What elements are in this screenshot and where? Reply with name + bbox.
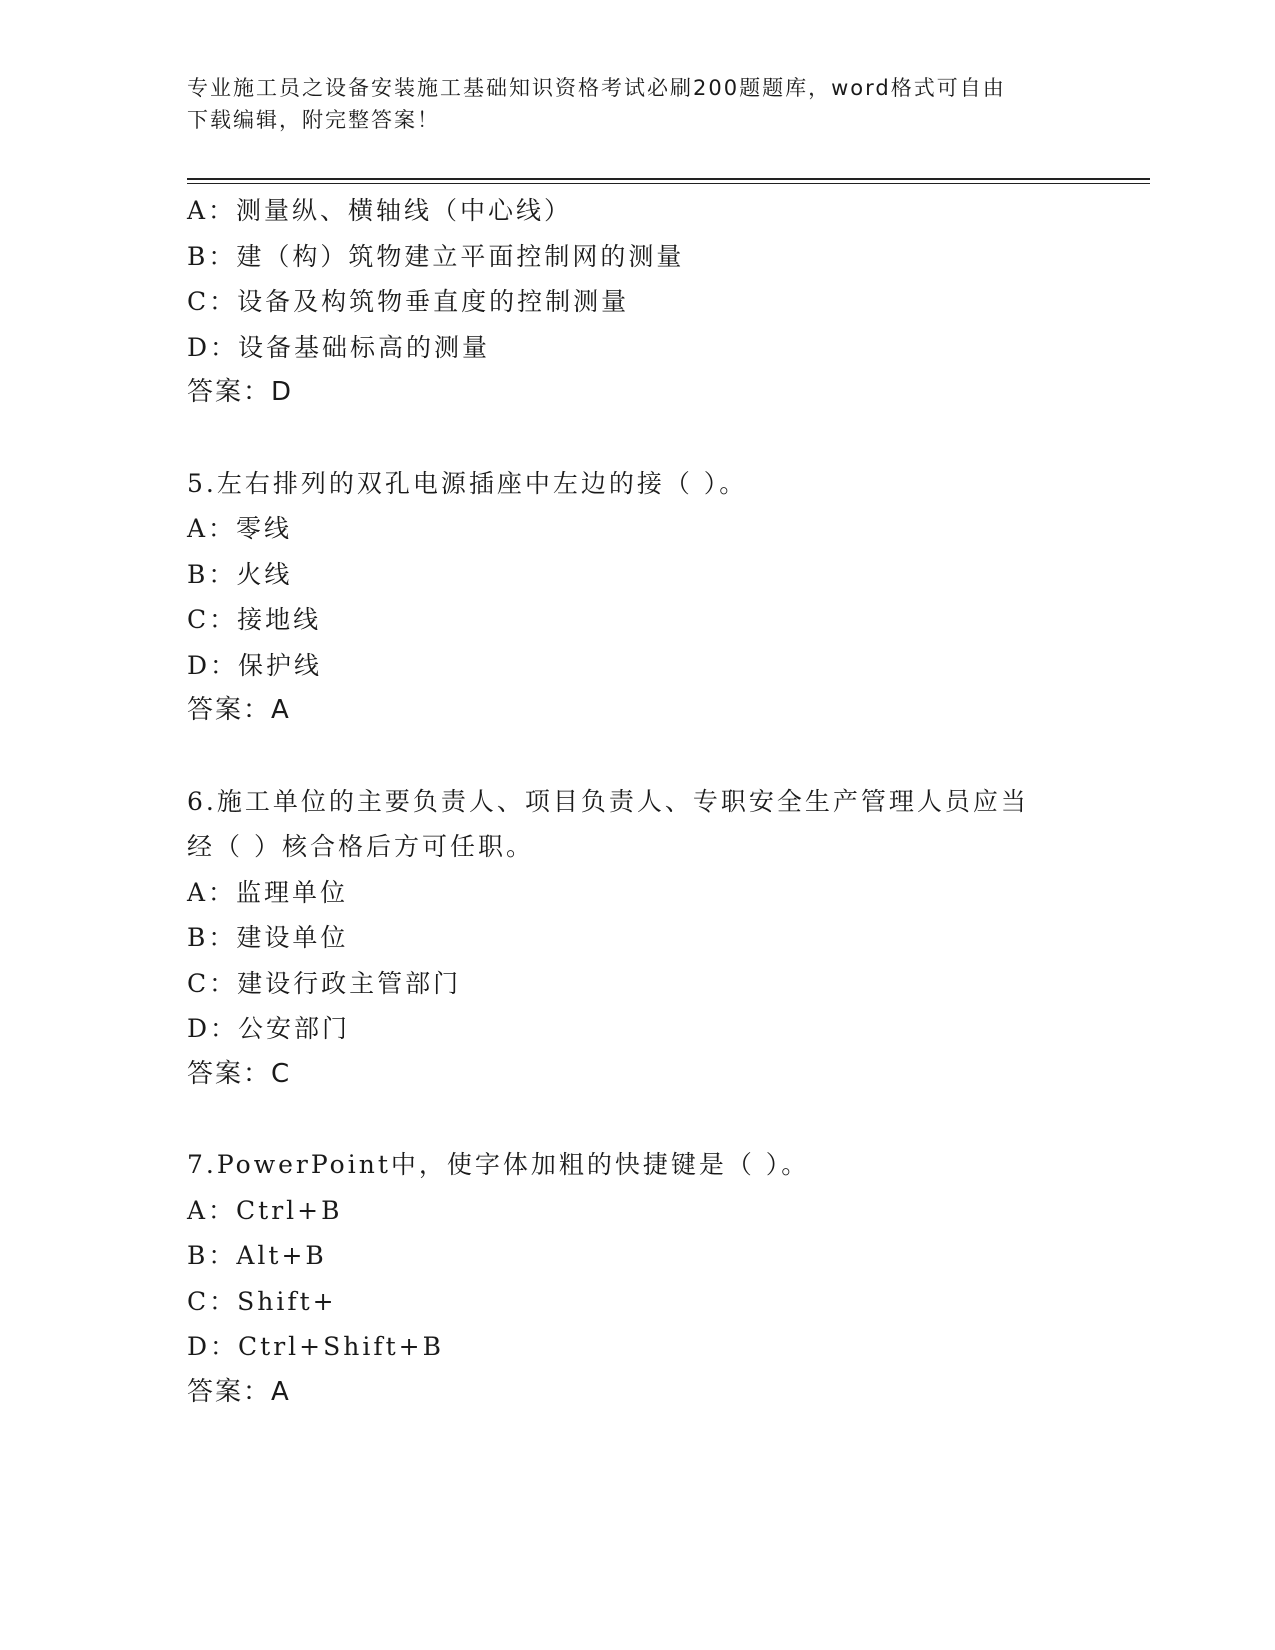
question-list (187, 188, 1087, 1415)
header-divider-thin (187, 183, 1150, 184)
option-d: D：Ctrl+Shift+B (187, 1332, 444, 1361)
option-c: C：设备及构筑物垂直度的控制测量 (187, 287, 630, 316)
question-stem: 7.PowerPoint中，使字体加粗的快捷键是（ ）。 (187, 1150, 810, 1179)
option-b: B：Alt+B (187, 1241, 327, 1270)
spacer (187, 734, 1087, 779)
document-header (187, 72, 1087, 136)
option-c: C：接地线 (187, 605, 322, 634)
question-block-prev (187, 188, 1087, 416)
option-b: B：火线 (187, 559, 293, 589)
question-stem-line-2: 经（ ）核合格后方可任职。 (187, 832, 534, 861)
option-b: B：建设单位 (187, 923, 349, 952)
answer-label: 答案：C (187, 1058, 292, 1089)
option-d: D：公安部门 (187, 1014, 351, 1043)
question-block-6 (187, 779, 1087, 1098)
option-a: A：Ctrl+B (187, 1195, 343, 1225)
question-stem-line-1: 6.施工单位的主要负责人、项目负责人、专职安全生产管理人员应当 (187, 786, 1029, 816)
answer-label: 答案：A (187, 695, 291, 725)
answer-label: 答案：D (187, 377, 294, 407)
spacer (187, 1097, 1087, 1142)
header-line-1: 专业施工员之设备安装施工基础知识资格考试必刷200题题库，word格式可自由 (187, 76, 1006, 100)
option-a: A：零线 (187, 514, 293, 543)
answer-label: 答案：A (187, 1376, 291, 1407)
question-block-7 (187, 1142, 1087, 1415)
option-d: D：保护线 (187, 650, 323, 680)
header-divider-thick (187, 178, 1150, 180)
option-a: A：监理单位 (187, 877, 349, 907)
option-a: A：测量纵、横轴线（中心线） (187, 196, 573, 225)
option-c: C：建设行政主管部门 (187, 968, 462, 998)
option-b: B：建（构）筑物建立平面控制网的测量 (187, 241, 685, 271)
question-stem: 5.左右排列的双孔电源插座中左边的接（ ）。 (187, 468, 748, 498)
header-line-2: 下载编辑，附完整答案！ (187, 108, 440, 132)
option-c: C：Shift+ (187, 1286, 337, 1316)
option-d: D：设备基础标高的测量 (187, 332, 491, 362)
question-block-5 (187, 461, 1087, 734)
spacer (187, 416, 1087, 461)
